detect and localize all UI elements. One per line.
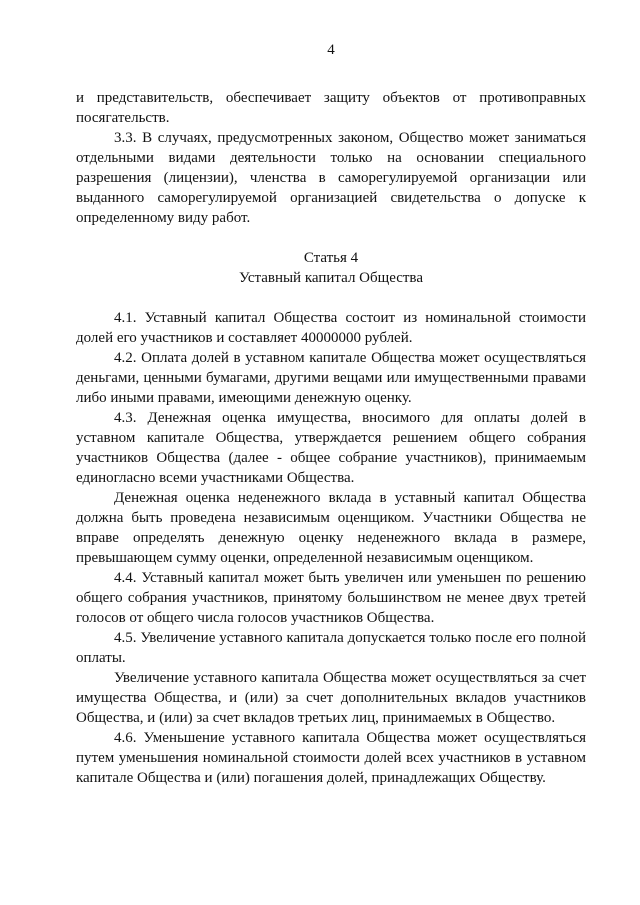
paragraph-4-3: 4.3. Денежная оценка имущества, вносимого для оплаты долей в уставном капитале Общества, утверждается решением общего собрания участников Общества (далее - общее собрание участников), принимаемым единогласно всеми участниками Общества.	[76, 410, 586, 486]
paragraph-4-1: 4.1. Уставный капитал Общества состоит из номинальной стоимости долей его участников и составляет 40000000 рублей.	[76, 310, 586, 346]
paragraph-4-5-cont: Увеличение уставного капитала Общества может осуществляться за счет имущества Общества, и (или) за счет дополнительных вкладов участников Общества, и (или) за счет вкладов третьих лиц, принимаемых в Общество.	[76, 670, 586, 726]
paragraph-4-5: 4.5. Увеличение уставного капитала допускается только после его полной оплаты.	[76, 630, 586, 666]
paragraph-3-3: 3.3. В случаях, предусмотренных законом, Общество может заниматься отдельными видами деятельности только на основании специального разрешения (лицензии), членства в саморегулируемой организации или выданного саморегулируемой организацией свидетельства о допуске к определенному виду работ.	[76, 130, 586, 226]
page-number: 4	[327, 42, 335, 58]
article-subtitle: Уставный капитал Общества	[239, 270, 423, 286]
paragraph-4-2: 4.2. Оплата долей в уставном капитале Общества может осуществляться деньгами, ценными бумагами, другими вещами или имущественными правами либо иными правами, имеющими денежную оценку.	[76, 350, 586, 406]
paragraph-4-3-cont: Денежная оценка неденежного вклада в уставный капитал Общества должна быть проведена независимым оценщиком. Участники Общества не вправе определять денежную оценку неденежного вклада в размере, превышающем сумму оценки, определенной независимым оценщиком.	[76, 490, 586, 566]
paragraph-continuation: и представительств, обеспечивает защиту объектов от противоправных посягательств.	[76, 90, 586, 126]
paragraph-4-6: 4.6. Уменьшение уставного капитала Общества может осуществляться путем уменьшения номинальной стоимости долей всех участников в уставном капитале Общества и (или) погашения долей, принадлежащих Обществу.	[76, 730, 586, 786]
article-title: Статья 4	[303, 250, 359, 266]
paragraph-4-4: 4.4. Уставный капитал может быть увеличен или уменьшен по решению общего собрания участников, принятому большинством не менее двух третей голосов от общего числа голосов участников Общества.	[76, 570, 586, 626]
